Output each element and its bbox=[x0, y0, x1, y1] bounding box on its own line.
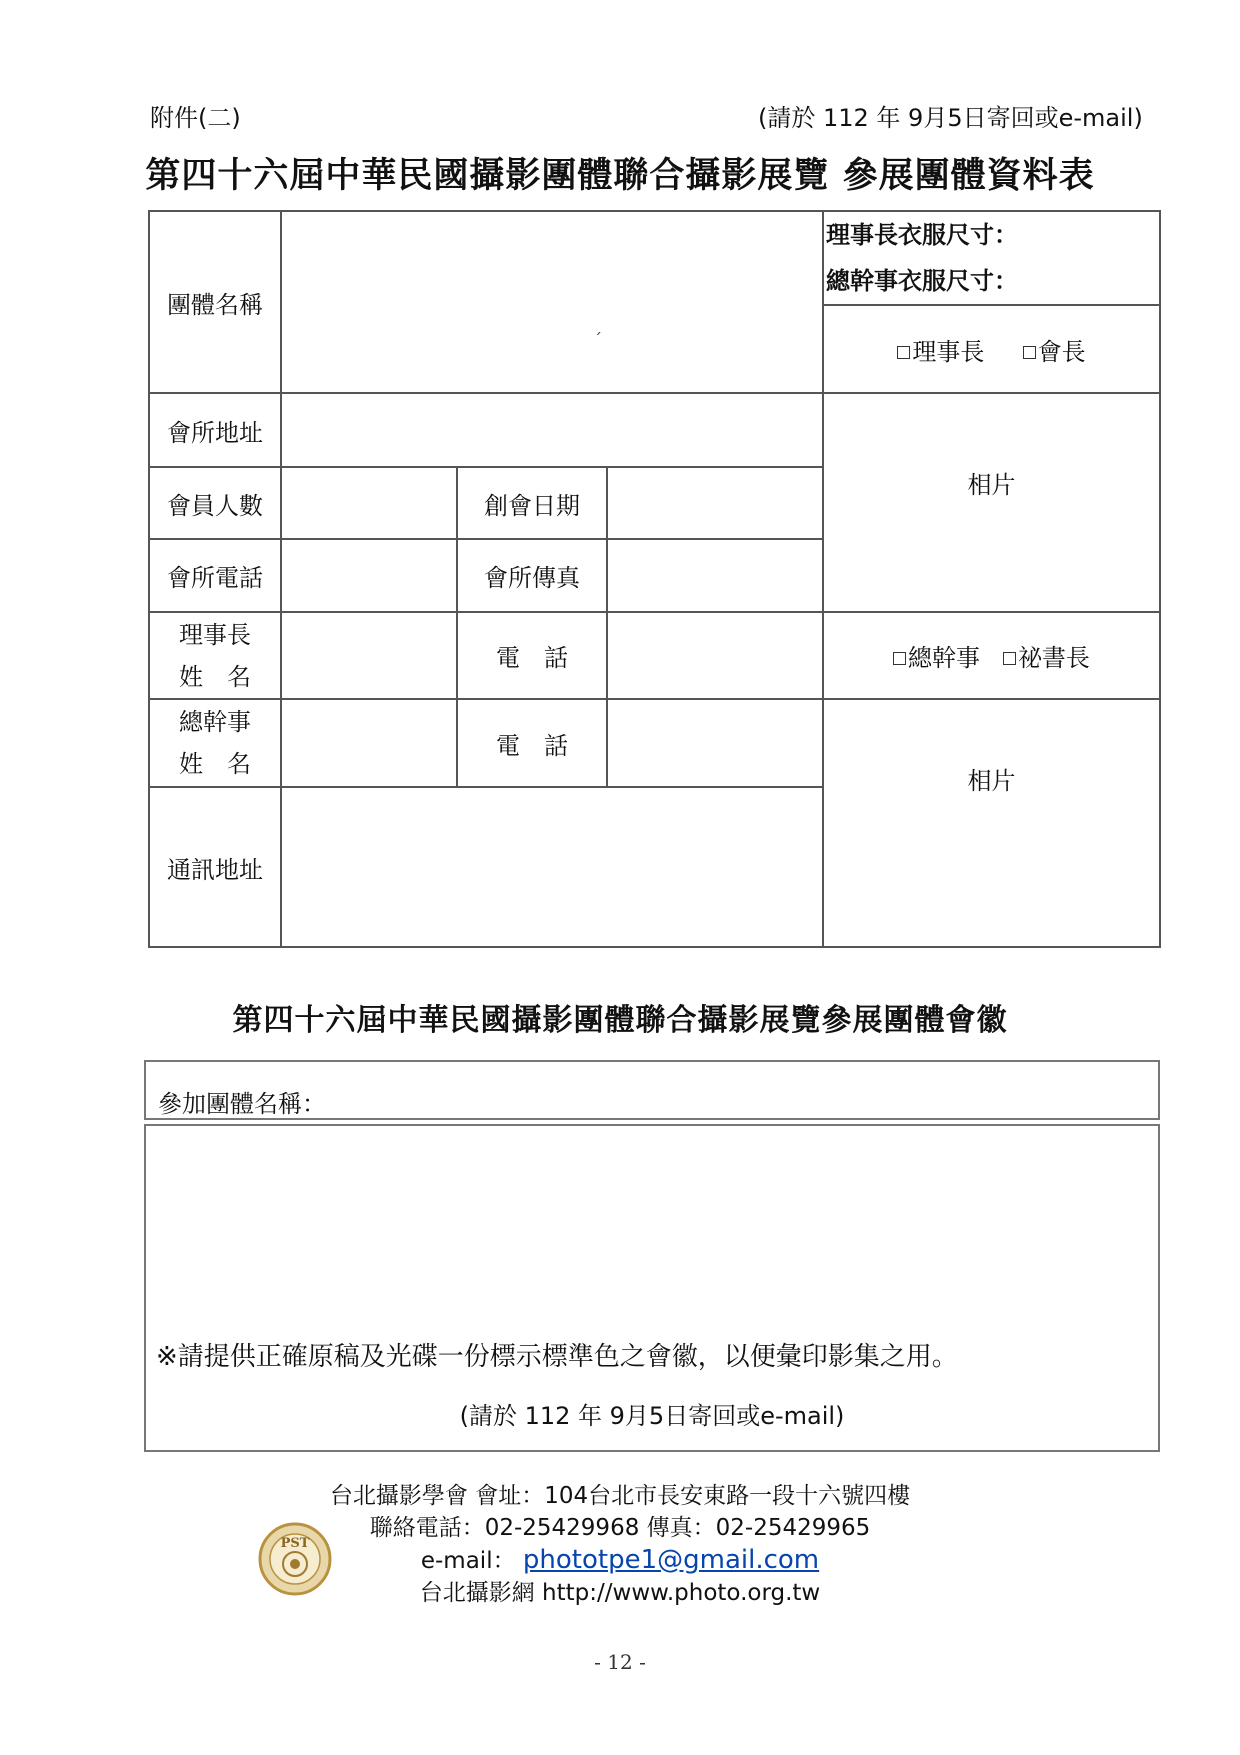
svg-text:PST: PST bbox=[280, 1536, 310, 1551]
photo-slot-1[interactable]: 相片 bbox=[823, 393, 1160, 612]
emblem-deadline: (請於 112 年 9月5日寄回或e-mail) bbox=[459, 1402, 845, 1430]
mail-address-field[interactable] bbox=[281, 787, 823, 947]
address-field[interactable] bbox=[281, 393, 823, 467]
secretary-name-label: 總幹事 姓 名 bbox=[149, 699, 281, 787]
deadline-note: (請於 112 年 9月5日寄回或e-mail) bbox=[758, 104, 1143, 132]
attachment-label: 附件(二) bbox=[150, 104, 241, 132]
form-title: 第四十六屆中華民國攝影團體聯合攝影展覽 參展團體資料表 bbox=[145, 156, 1095, 196]
secretary-size-label: 總幹事衣服尺寸： bbox=[826, 267, 1018, 295]
checkbox-chairman[interactable]: 會長 bbox=[1023, 338, 1086, 366]
footer-phone: 聯絡電話：02-25429968 傳真：02-25429965 bbox=[369, 1515, 871, 1541]
secretary-option-cell bbox=[823, 612, 1160, 699]
checkbox-icon bbox=[1003, 652, 1016, 665]
photo-slot-2[interactable]: 相片 bbox=[823, 699, 1160, 947]
emblem-section-title: 第四十六屆中華民國攝影團體聯合攝影展覽參展團體會徽 bbox=[232, 1003, 1008, 1038]
footer-website: 台北攝影網 http://www.photo.org.tw bbox=[419, 1580, 821, 1606]
group-name-field[interactable] bbox=[281, 211, 823, 393]
fax-field[interactable] bbox=[607, 539, 823, 612]
checkbox-icon bbox=[1023, 346, 1036, 359]
group-name-box[interactable] bbox=[144, 1060, 1160, 1120]
president-size-label: 理事長衣服尺寸： bbox=[826, 221, 1018, 249]
secretary-name-field[interactable] bbox=[281, 699, 457, 787]
phone-field[interactable] bbox=[281, 539, 457, 612]
group-name-label: 團體名稱 bbox=[149, 211, 281, 393]
members-field[interactable] bbox=[281, 467, 457, 539]
footer-email-line: e-mail： phototpe1@gmail.com bbox=[420, 1545, 820, 1575]
emblem-group-name-label: 參加團體名稱： bbox=[158, 1090, 326, 1118]
checkbox-icon bbox=[897, 346, 910, 359]
title-option-cell bbox=[823, 305, 1160, 393]
emblem-note: ※請提供正確原稿及光碟一份標示標準色之會徽，以便彙印影集之用。 bbox=[156, 1342, 958, 1372]
checkbox-icon bbox=[893, 652, 906, 665]
fax-label: 會所傳真 bbox=[457, 539, 607, 612]
checkbox-president[interactable]: 理事長 bbox=[897, 338, 984, 366]
tick-mark: ˊ bbox=[594, 330, 602, 349]
page-number: - 12 - bbox=[594, 1650, 646, 1674]
footer-address: 台北攝影學會 會址：104台北市長安東路一段十六號四樓 bbox=[329, 1483, 911, 1509]
founded-field[interactable] bbox=[607, 467, 823, 539]
footer bbox=[0, 1480, 1240, 1609]
secretary-tel-label: 電 話 bbox=[457, 699, 607, 787]
mail-address-label: 通訊地址 bbox=[149, 787, 281, 947]
president-name-field[interactable] bbox=[281, 612, 457, 699]
emblem-box[interactable] bbox=[144, 1124, 1160, 1452]
checkbox-secretary-general[interactable]: 總幹事 bbox=[893, 644, 980, 672]
group-info-table bbox=[148, 210, 1161, 948]
email-link[interactable]: phototpe1@gmail.com bbox=[522, 1545, 820, 1575]
clothing-size-cell[interactable] bbox=[823, 211, 1160, 305]
checkbox-secretary[interactable]: 祕書長 bbox=[1003, 644, 1090, 672]
phone-label: 會所電話 bbox=[149, 539, 281, 612]
president-name-label: 理事長 姓 名 bbox=[149, 612, 281, 699]
president-tel-field[interactable] bbox=[607, 612, 823, 699]
founded-label: 創會日期 bbox=[457, 467, 607, 539]
address-label: 會所地址 bbox=[149, 393, 281, 467]
secretary-tel-field[interactable] bbox=[607, 699, 823, 787]
president-tel-label: 電 話 bbox=[457, 612, 607, 699]
members-label: 會員人數 bbox=[149, 467, 281, 539]
